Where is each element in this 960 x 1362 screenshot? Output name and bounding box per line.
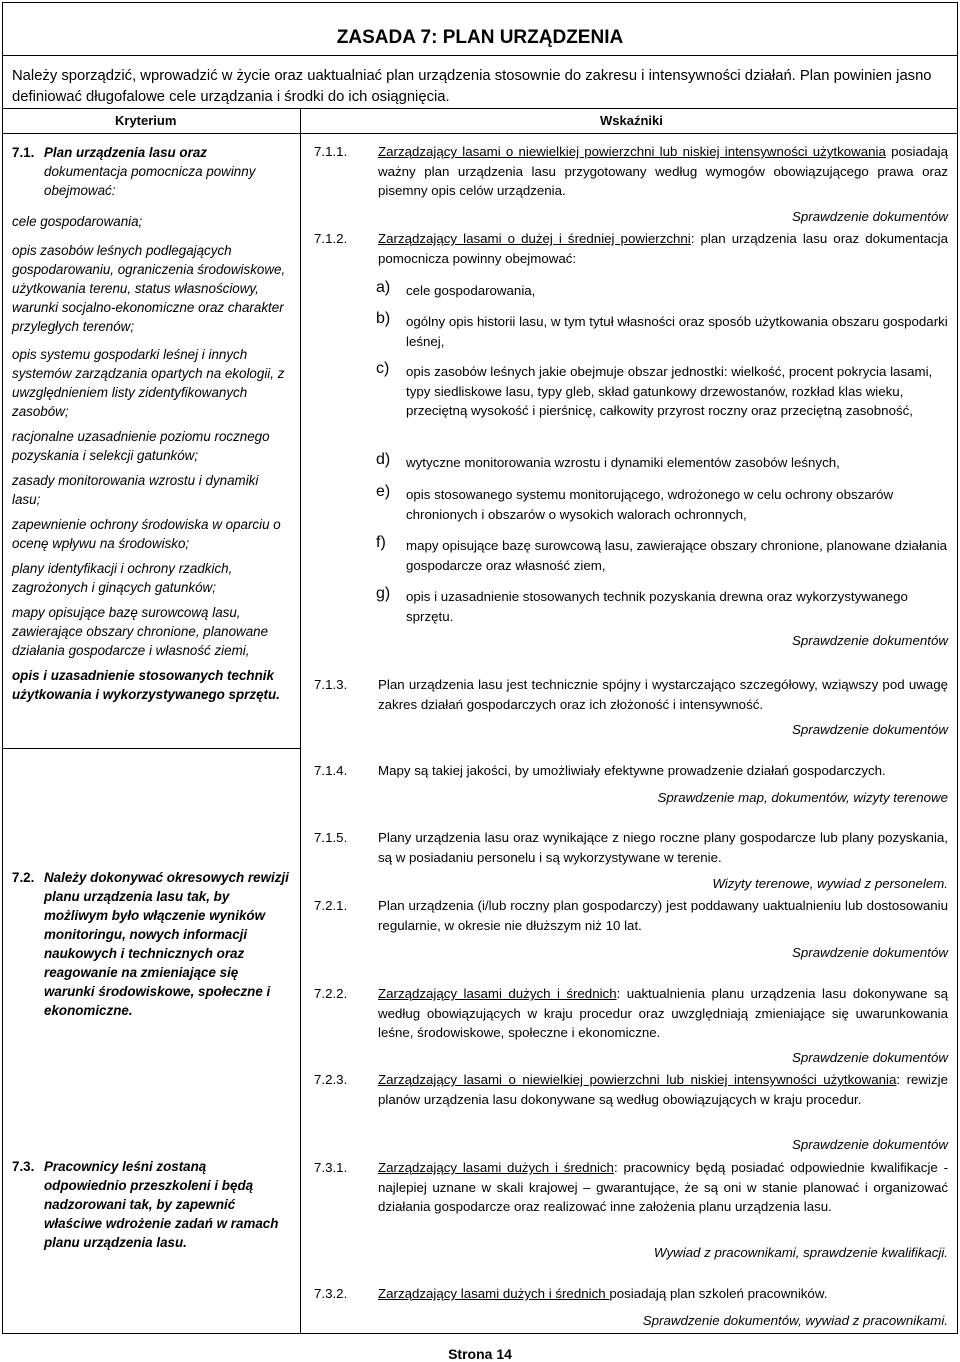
list-text: wytyczne monitorowania wzrostu i dynamiki elementów zasobów leśnych,	[406, 455, 840, 470]
indicators-header: Wskaźniki	[600, 113, 663, 128]
indicator-7-2-2	[314, 984, 948, 1043]
list-text: mapy opisujące bazę surowcową lasu, zawierające obszary chronione, planowane działania gospodarcze oraz własność ziem,	[406, 538, 948, 573]
indicator-text: Plany urządzenia lasu oraz wynikające z niego roczne plany gospodarcze lub plany pozyskania, są w posiadaniu personelu i są wykorzystywane w terenie.	[378, 830, 948, 865]
list-item	[376, 312, 948, 351]
indicator-7-3-1	[314, 1158, 948, 1217]
criterion-item: cele gospodarowania;	[12, 214, 143, 229]
indicator-number: 7.1.5.	[314, 830, 348, 845]
list-text: opis zasobów leśnych jakie obejmuje obszar jednostki: wielkość, procent pokrycia lasami, typy siedliskowe lasu, typy gleb, skład gatunkowy drzewostanów, rozkład klas wieku, przeciętną wysokość i pierśnicę, całkowity przyrost roczny oraz przeciętną zasobność,	[406, 364, 933, 418]
page-number: Strona 14	[448, 1346, 512, 1362]
table-border-top	[2, 2, 958, 3]
indicator-number: 7.2.1.	[314, 898, 348, 913]
verification-note: Wywiad z pracownikami, sprawdzenie kwalifikacji.	[653, 1245, 948, 1260]
criterion-header: Kryterium	[115, 113, 177, 128]
verification-note: Sprawdzenie dokumentów	[792, 1050, 948, 1065]
header-divider	[2, 133, 958, 134]
intro-divider	[2, 108, 958, 109]
criterion-heading	[12, 143, 290, 200]
list-letter: e)	[376, 483, 391, 500]
list-item	[376, 536, 948, 575]
indicator-number: 7.1.4.	[314, 763, 348, 778]
verification-note: Sprawdzenie map, dokumentów, wizyty terenowe	[657, 790, 948, 805]
indicator-number: 7.3.1.	[314, 1160, 348, 1175]
criterion-item: racjonalne uzasadnienie poziomu rocznego pozyskania i selekcji gatunków;	[12, 429, 270, 463]
criterion-text: Pracownicy leśni zostaną odpowiednio przeszkoleni i będą nadzorowani tak, by zapewnić właściwe wdrożenie zadań w ramach planu urządzenia lasu.	[44, 1159, 279, 1250]
indicator-text: posiadają ważny plan urządzenia lasu przygotowany według wymogów obowiązującego prawa oraz pisemny opis celów urządzenia.	[378, 144, 948, 198]
criterion-7-1	[12, 143, 290, 708]
indicator-number: 7.1.3.	[314, 677, 348, 692]
indicator-lead: Zarządzający lasami o dużej i średniej powierzchni	[378, 231, 691, 246]
list-letter: g)	[376, 585, 391, 602]
indicator-7-2-1	[314, 896, 948, 935]
list-item	[376, 485, 948, 524]
indicator-lead: Zarządzający lasami dużych i średnich	[378, 1286, 610, 1301]
indicator-text: : rewizje planów urządzenia lasu dokonywane są według obowiązujących w kraju procedur.	[378, 1072, 948, 1107]
indicator-7-2-3	[314, 1070, 948, 1109]
indicator-number: 7.1.2.	[314, 231, 348, 246]
list-letter: b)	[376, 310, 391, 327]
criterion-item: opis zasobów leśnych podlegających gospodarowaniu, ograniczenia środowiskowe, użytkowania terenu, status własnościowy, warunki socjalno-ekonomiczne oraz charakter przyległych terenów;	[12, 243, 286, 334]
indicator-number: 7.2.2.	[314, 986, 348, 1001]
intro-text: Należy sporządzić, wprowadzić w życie oraz uaktualniać plan urządzenia stosownie do zakresu i intensywności działań. Plan powinien jasno definiować długofalowe cele urządzania i środki do ich osiągnięcia.	[12, 68, 932, 105]
indicator-text: posiadają plan szkoleń pracowników.	[609, 1286, 828, 1301]
list-letter: a)	[376, 279, 391, 296]
verification-note: Sprawdzenie dokumentów	[792, 209, 948, 224]
title-divider	[2, 55, 958, 56]
indicator-text: : uaktualnienia planu urządzenia lasu dokonywane są według obowiązujących w kraju procedur oraz uwzględniają zmieniające się uwarunkowania leśne, środowiskowe, społeczne i ekonomiczne.	[378, 986, 948, 1040]
table-border-left	[2, 2, 3, 1334]
indicator-lead: Zarządzający lasami dużych i średnich	[378, 1160, 614, 1175]
indicator-text: : pracownicy będą posiadać odpowiednie kwalifikacje - najlepiej uznane w skali krajowej – gwarantujące, że są oni w stanie planować i organizować działania gospodarcze oraz realizować inne założenia planu urządzenia lasu.	[378, 1160, 948, 1214]
indicator-text: : plan urządzenia lasu oraz dokumentacja pomocnicza powinny obejmować:	[378, 231, 949, 266]
list-letter: f)	[376, 534, 386, 551]
verification-note: Sprawdzenie dokumentów	[792, 722, 948, 737]
list-letter: c)	[376, 360, 390, 377]
indicator-number: 7.2.3.	[314, 1072, 348, 1087]
indicator-7-1-5	[314, 828, 948, 867]
criterion-item: plany identyfikacji i ochrony rzadkich, zagrożonych i ginących gatunków;	[12, 561, 233, 595]
criterion-number: 7.1.	[12, 145, 35, 160]
table-border-bottom	[2, 1333, 958, 1334]
criterion-item: opis systemu gospodarki leśnej i innych systemów zarządzania opartych na ekologii, z uwzględnieniem listy zidentyfikowanych zasobów;	[12, 347, 285, 419]
indicator-number: 7.1.1.	[314, 144, 348, 159]
criterion-item: zasady monitorowania wzrostu i dynamiki lasu;	[12, 473, 259, 507]
indicator-lead: Zarządzający lasami dużych i średnich	[378, 986, 617, 1001]
table-border-right	[957, 2, 958, 1334]
criterion-title: Plan urządzenia lasu oraz	[44, 145, 207, 160]
criterion-7-2	[12, 868, 290, 1020]
indicator-lead: Zarządzający lasami o niewielkiej powierzchni lub niskiej intensywności użytkowania	[378, 144, 886, 159]
list-item	[376, 587, 948, 626]
criterion-number: 7.3.	[12, 1159, 35, 1174]
list-item	[376, 453, 948, 473]
list-text: ogólny opis historii lasu, w tym tytuł własności oraz sposób użytkowania obszaru gospodarki leśnej,	[406, 314, 948, 349]
indicator-text: Mapy są takiej jakości, by umożliwiały efektywne prowadzenie działań gospodarczych.	[378, 763, 886, 778]
indicator-7-3-2	[314, 1284, 948, 1304]
indicator-text: Plan urządzenia lasu jest technicznie spójny i wystarczająco szczegółowy, wziąwszy pod uwagę zakres działań gospodarczych oraz ich złożoność i intensywność.	[378, 677, 948, 712]
criterion-number: 7.2.	[12, 870, 35, 885]
list-text: opis i uzasadnienie stosowanych technik pozyskania drewna oraz wykorzystywanego sprzętu.	[406, 589, 908, 624]
criterion-7-3	[12, 1157, 290, 1252]
indicator-7-1-1	[314, 142, 948, 201]
verification-note: Sprawdzenie dokumentów, wywiad z pracownikami.	[642, 1313, 948, 1328]
indicator-7-1-4	[314, 761, 948, 781]
page-title: ZASADA 7: PLAN URZĄDZENIA	[336, 27, 624, 48]
list-letter: d)	[376, 451, 391, 468]
indicator-7-1-3	[314, 675, 948, 714]
list-text: opis stosowanego systemu monitorującego, wdrożonego w celu ochrony obszarów chronionych i obszarów o wysokich walorach ochronnych,	[406, 487, 894, 522]
column-divider	[300, 108, 301, 1334]
list-item	[376, 281, 948, 301]
verification-note: Sprawdzenie dokumentów	[792, 633, 948, 648]
verification-note: Wizyty terenowe, wywiad z personelem.	[712, 876, 948, 891]
criterion-item: mapy opisujące bazę surowcową lasu, zawierające obszary chronione, planowane działania gospodarcze i własność ziemi,	[12, 605, 269, 658]
criterion-text: Należy dokonywać okresowych rewizji planu urządzenia lasu tak, by możliwym było włączenie wyników monitoringu, nowych informacji naukowych i technicznych oraz reagowanie na zmieniające się warunki środowiskowe, społeczne i ekonomiczne.	[44, 870, 289, 1018]
indicator-number: 7.3.2.	[314, 1286, 348, 1301]
indicator-text: Plan urządzenia (i/lub roczny plan gospodarczy) jest poddawany uaktualnieniu lub dostosowaniu regularnie, w okresie nie dłuższym niż 10 lat.	[378, 898, 948, 933]
indicator-7-1-2	[314, 229, 948, 268]
criterion-item: opis i uzasadnienie stosowanych technik użytkowania i wykorzystywanego sprzętu.	[12, 668, 280, 702]
indicator-lead: Zarządzający lasami o niewielkiej powierzchni lub niskiej intensywności użytkowania	[378, 1072, 897, 1087]
verification-note: Sprawdzenie dokumentów	[792, 945, 948, 960]
criterion-subtitle: dokumentacja pomocnicza powinny obejmować:	[44, 164, 256, 198]
verification-note: Sprawdzenie dokumentów	[792, 1137, 948, 1152]
list-item	[376, 362, 948, 421]
list-text: cele gospodarowania,	[406, 283, 536, 298]
criterion-item: zapewnienie ochrony środowiska w oparciu o ocenę wpływu na środowisko;	[12, 517, 281, 551]
criterion-divider	[2, 748, 301, 749]
